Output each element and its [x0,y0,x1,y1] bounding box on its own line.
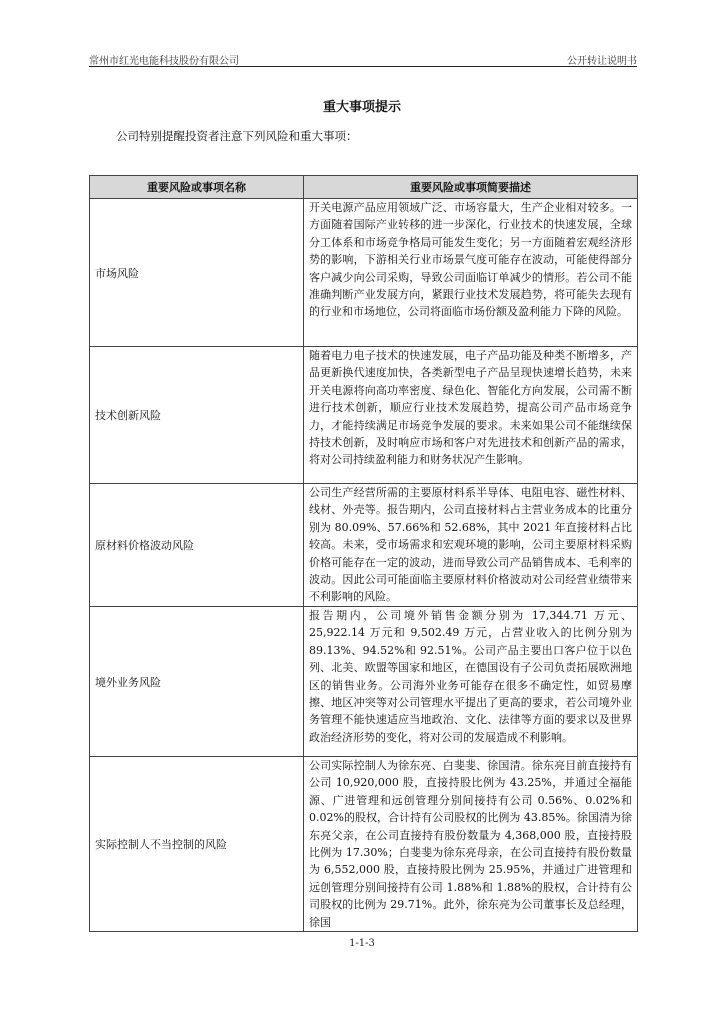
table-row [90,347,638,484]
table-row [90,757,638,932]
company-name: 常州市红光电能科技股份有限公司 [89,56,239,67]
risk-description: 报告期内，公司境外销售金额分别为 17,344.71 万元、25,922.14 万元和 9,502.49 万元，占营业收入的比例分别为 89.13%、94.52%和 92.51%。公司产品主要出口客户位于以色列、北美、欧盟等国家和地区，在德国设有子公司负责拓展欧洲地区的销售业务。公司海外业务可能存在很多不确定性，如贸易摩擦、地区冲突等对公司管理水平提出了更高的要求，若公司境外业务管理不能快速适应当地政治、文化、法律等方面的要求以及世界政治经济形势的变化，将对公司的发展造成不利影响。 [304,607,638,757]
risk-description: 公司实际控制人为徐东亮、白斐斐、徐国清。徐东亮目前直接持有公司 10,920,000 股，直接持股比例为 43.25%，并通过全福能源、广进管理和远创管理分别间接持有公司 0.56%、0.02%和 0.02%的股权，合计持有公司股权的比例为 43.85%。徐国清为徐东亮父亲，在公司直接持有股份数量为 4,368,000 股，直接持股比例为 17.30%；白斐斐为徐东亮母亲，在公司直接持有股份数量为 6,552,000 股，直接持股比例为 25.95%，并通过广进管理和远创管理分别间接持有公司 1.88%和 1.88%的股权，合计持有公司股权的比例为 29.71%。此外，徐东亮为公司董事长及总经理，徐国 [304,757,638,932]
section-title: 重大事项提示 [322,100,401,115]
risk-name: 实际控制人不当控制的风险 [90,757,304,932]
risk-name: 境外业务风险 [90,607,304,757]
table-header-row [90,176,638,199]
column-header-description: 重要风险或事项简要描述 [304,176,638,199]
table-row [90,484,638,607]
risk-description: 公司生产经营所需的主要原材料系半导体、电阻电容、磁性材料、线材、外壳等。报告期内，公司直接材料占主营业务成本的比重分别为 80.09%、57.66%和 52.68%，其中 2021 年直接材料占比较高。未来，受市场需求和宏观环境的影响，公司主要原材料采购价格可能存在一定的波动，进而导致公司产品销售成本、毛利率的波动。因此公司可能面临主要原材料价格波动对公司经营业绩带来不利影响的风险。 [304,484,638,607]
intro-text: 公司特别提醒投资者注意下列风险和重大事项： [116,129,358,143]
page-header [89,52,637,67]
risk-description: 开关电源产品应用领域广泛、市场容量大，生产企业相对较多。一方面随着国际产业转移的进一步深化，行业技术的快速发展，全球分工体系和市场竞争格局可能发生变化；另一方面随着宏观经济形势的影响，下游相关行业市场景气度可能存在波动，可能使得部分客户减少向公司采购，导致公司面临订单减少的情形。若公司不能准确判断产业发展方向，紧跟行业技术发展趋势，将可能失去现有的行业和市场地位，公司将面临市场份额及盈利能力下降的风险。 [304,199,638,347]
table-row [90,199,638,347]
risk-table [89,175,638,932]
document-type: 公开转让说明书 [567,56,637,67]
risk-name: 技术创新风险 [90,347,304,484]
risk-description: 随着电力电子技术的快速发展，电子产品功能及种类不断增多，产品更新换代速度加快，各类新型电子产品呈现快速增长趋势，未来开关电源将向高功率密度、绿色化、智能化方向发展，公司需不断进行技术创新，顺应行业技术发展趋势，提高公司产品市场竞争力，才能持续满足市场竞争发展的要求。未来如果公司不能继续保持技术创新，及时响应市场和客户对先进技术和创新产品的需求，将对公司持续盈利能力和财务状况产生影响。 [304,347,638,484]
risk-name: 市场风险 [90,199,304,347]
table-row [90,607,638,757]
page-number: 1-1-3 [349,938,375,949]
risk-name: 原材料价格波动风险 [90,484,304,607]
column-header-name: 重要风险或事项名称 [90,176,304,199]
